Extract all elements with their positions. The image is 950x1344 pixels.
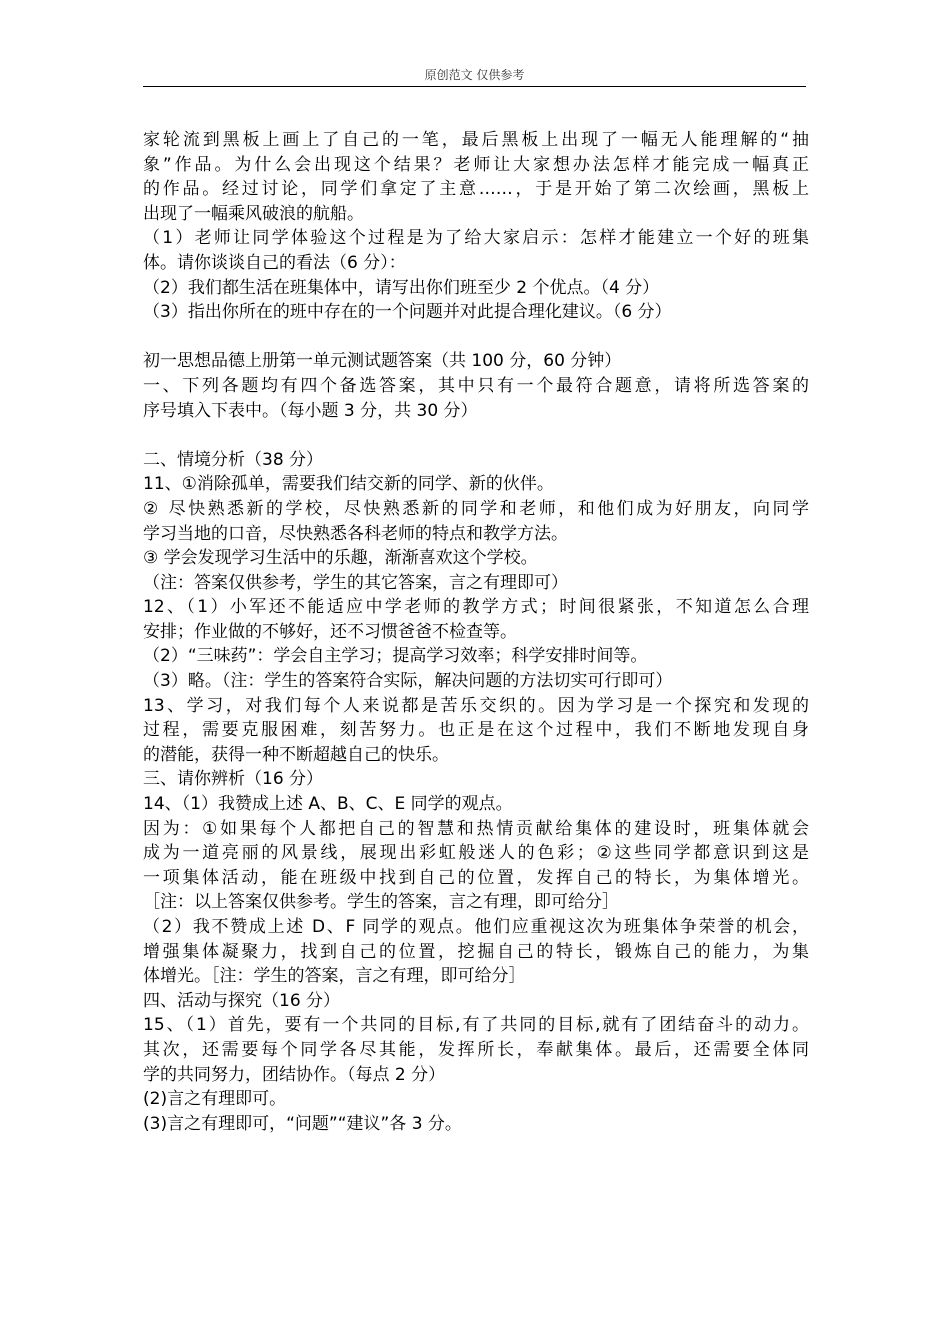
text-line: 学的共同努力，团结协作。（每点 2 分） [143, 1064, 446, 1085]
text-line: 的潜能，获得一种不断超越自己的快乐。 [143, 744, 449, 765]
text-line: 其次，还需要每个同学各尽其能，发挥所长，奉献集体。最后，还需要全体同 [143, 1039, 809, 1060]
text-line: 因为：①如果每个人都把自己的智慧和热情贡献给集体的建设时，班集体就会 [143, 818, 809, 839]
text-line: （3）略。（注：学生的答案符合实际，解决问题的方法切实可行即可） [143, 671, 673, 692]
text-line: 11、①消除孤单，需要我们结交新的同学、新的伙伴。 [143, 474, 554, 495]
text-line: （2）我们都生活在班集体中，请写出你们班至少 2 个优点。（4 分） [143, 277, 660, 298]
text-line: 二、情境分析（38 分） [143, 449, 324, 470]
text-line: （1）老师让同学体验这个过程是为了给大家启示：怎样才能建立一个好的班集 [143, 228, 809, 249]
text-line: 出现了一幅乘风破浪的航船。 [143, 203, 364, 224]
text-line: 12、（1）小军还不能适应中学老师的教学方式；时间很紧张，不知道怎么合理 [143, 597, 809, 618]
text-line: 一项集体活动，能在班级中找到自己的位置，发挥自己的特长，为集体增光。 [143, 867, 809, 888]
header-text: 原创范文 仅供参考 [424, 68, 525, 82]
text-line: ［注：以上答案仅供参考。学生的答案，言之有理，即可给分］ [143, 892, 619, 913]
text-line: （注：答案仅供参考，学生的其它答案，言之有理即可） [143, 572, 568, 593]
text-line: 家轮流到黑板上画上了自己的一笔，最后黑板上出现了一幅无人能理解的“抽 [143, 130, 809, 150]
text-line: 的作品。经过讨论，同学们拿定了主意……，于是开始了第二次绘画，黑板上 [143, 179, 809, 200]
text-line: 安排；作业做的不够好，还不习惯爸爸不检查等。 [143, 621, 517, 642]
blank-line [143, 423, 809, 448]
text-line: 学习当地的口音，尽快熟悉各科老师的特点和教学方法。 [143, 523, 568, 544]
text-line: 15、（1）首先，要有一个共同的目标,有了共同的目标,就有了团结奋斗的动力。 [143, 1015, 809, 1036]
text-line: 四、活动与探究（16 分） [143, 990, 341, 1011]
text-line: （2）“三味药”：学会自主学习；提高学习效率；科学安排时间等。 [143, 646, 648, 667]
text-line: 初一思想品德上册第一单元测试题答案（共 100 分，60 分钟） [143, 351, 622, 372]
text-line: 体。请你谈谈自己的看法（6 分）： [143, 252, 406, 273]
text-line: 成为一道亮丽的风景线，展现出彩虹般迷人的色彩；②这些同学都意识到这是 [143, 843, 809, 864]
text-line: 13、学习，对我们每个人来说都是苦乐交织的。因为学习是一个探究和发现的 [143, 695, 809, 716]
text-line: (3)言之有理即可，“问题”“建议”各 3 分。 [143, 1113, 462, 1134]
text-line: ③ 学会发现学习生活中的乐趣，渐渐喜欢这个学校。 [143, 548, 538, 569]
document-body [143, 128, 809, 1136]
text-line: 三、请你辨析（16 分） [143, 769, 324, 790]
text-line: 序号填入下表中。（每小题 3 分，共 30 分） [143, 400, 478, 421]
page-header [143, 64, 806, 87]
text-line: (2)言之有理即可。 [143, 1089, 287, 1110]
text-line: （3）指出你所在的班中存在的一个问题并对此提合理化建议。（6 分） [143, 302, 672, 323]
text-line: （2）我不赞成上述 D、F 同学的观点。他们应重视这次为班集体争荣誉的机会， [143, 917, 809, 937]
text-line: 增强集体凝聚力，找到自己的位置，挖掘自己的特长，锻炼自己的能力，为集 [143, 941, 809, 962]
text-line: 一、下列各题均有四个备选答案，其中只有一个最符合题意，请将所选答案的 [143, 375, 809, 396]
text-line: 象”作品。为什么会出现这个结果？老师让大家想办法怎样才能完成一幅真正 [143, 154, 809, 175]
text-line: 14、（1）我赞成上述 A、B、C、E 同学的观点。 [143, 794, 513, 815]
text-line: 过程，需要克服困难，刻苦努力。也正是在这个过程中，我们不断地发现自身 [143, 720, 809, 741]
text-line: 体增光。［注：学生的答案，言之有理，即可给分］ [143, 966, 526, 987]
blank-line [143, 325, 809, 350]
text-line: ② 尽快熟悉新的学校，尽快熟悉新的同学和老师，和他们成为好朋友，向同学 [143, 498, 809, 519]
